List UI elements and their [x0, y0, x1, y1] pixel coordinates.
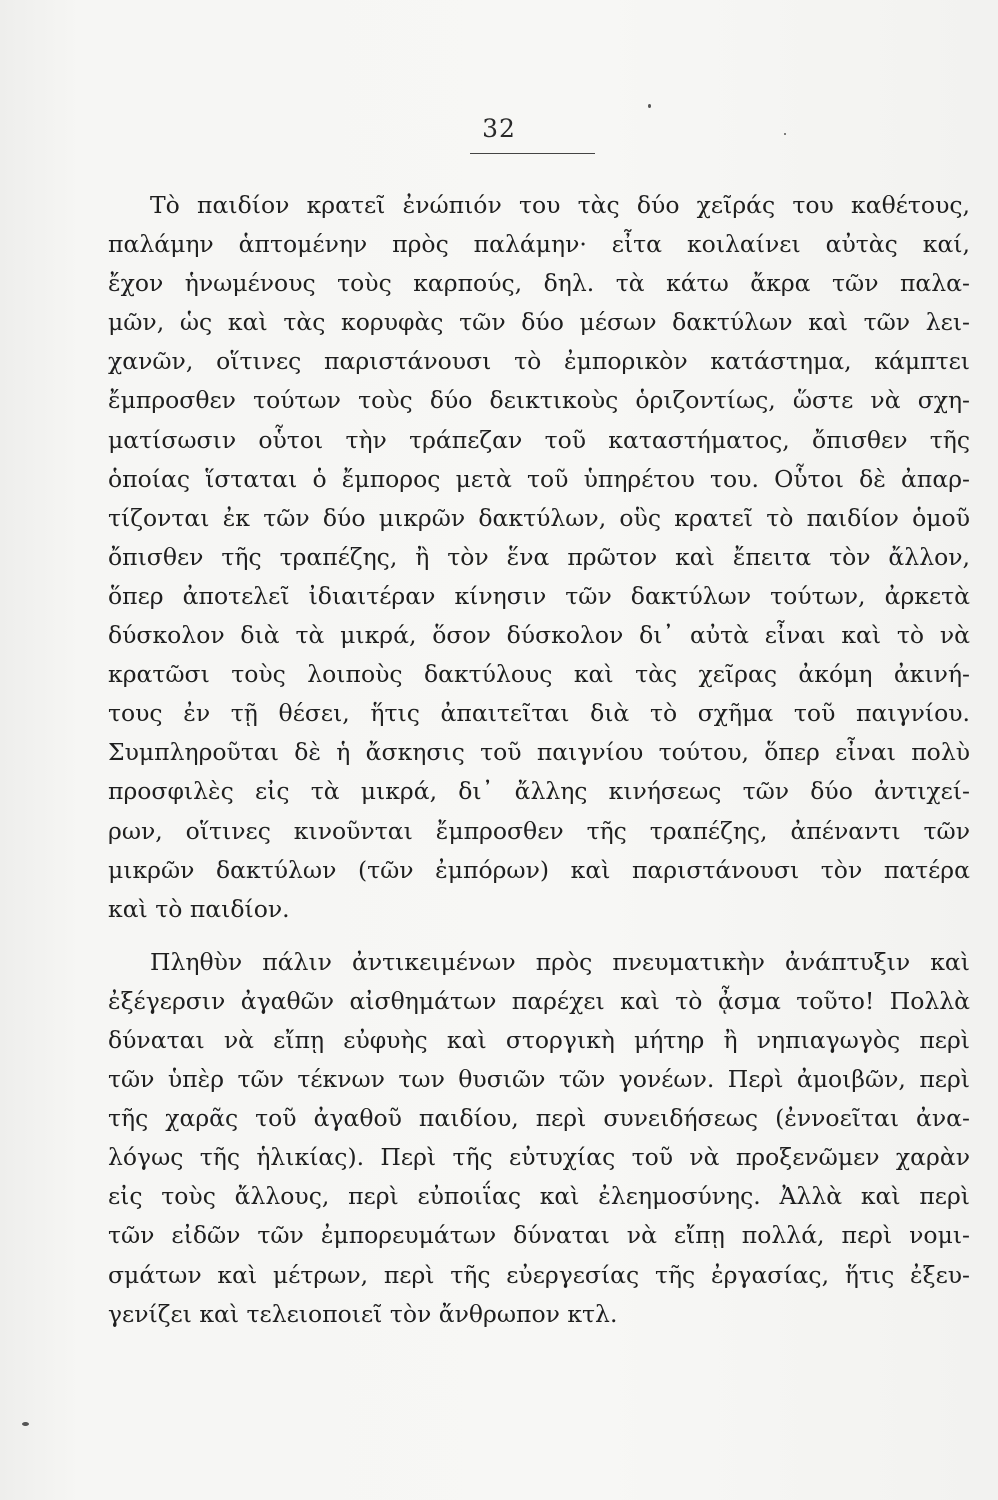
- text-line: ἔχον ἡνωμένους τοὺς καρπούς, δηλ. τὰ κάτω ἄκρα τῶν παλα-: [108, 269, 970, 298]
- text-line: τῆς χαρᾶς τοῦ ἀγαθοῦ παιδίου, περὶ συνειδήσεως (ἐννοεῖται ἀνα-: [108, 1104, 970, 1133]
- text-line: ὁποίας ἵσταται ὁ ἔμπορος μετὰ τοῦ ὑπηρέτου του. Οὗτοι δὲ ἀπαρ-: [108, 464, 970, 493]
- text-line: κρατῶσι τοὺς λοιποὺς δακτύλους καὶ τὰς χεῖρας ἀκόμη ἀκινή-: [108, 660, 970, 689]
- text-line: μῶν, ὡς καὶ τὰς κορυφὰς τῶν δύο μέσων δακτύλων καὶ τῶν λει-: [108, 308, 970, 337]
- text-line: εἰς τοὺς ἄλλους, περὶ εὐποιΐας καὶ ἐλεημοσύνης. Ἀλλὰ καὶ περὶ: [108, 1182, 970, 1211]
- text-line: τους ἐν τῇ θέσει, ἥτις ἀπαιτεῖται διὰ τὸ σχῆμα τοῦ παιγνίου.: [108, 699, 970, 728]
- text-line: τῶν εἰδῶν τῶν ἐμπορευμάτων δύναται νὰ εἴπῃ πολλά, περὶ νομι-: [108, 1221, 970, 1250]
- text-line: προσφιλὲς εἰς τὰ μικρά, δι᾽ ἄλλης κινήσεως τῶν δύο ἀντιχεί-: [108, 777, 970, 806]
- text-line: Συμπληροῦται δὲ ἡ ἄσκησις τοῦ παιγνίου τούτου, ὅπερ εἶναι πολὺ: [108, 738, 970, 767]
- body-text: [108, 186, 970, 1334]
- scan-speck: [22, 1422, 29, 1426]
- text-line: ἐξέγερσιν ἀγαθῶν αἰσθημάτων παρέχει καὶ τὸ ᾆσμα τοῦτο! Πολλὰ: [108, 986, 970, 1015]
- text-line: δύναται νὰ εἴπῃ εὐφυὴς καὶ στοργικὴ μήτηρ ἢ νηπιαγωγὸς περὶ: [108, 1025, 970, 1054]
- header-rule: [470, 153, 595, 154]
- text-line: ρων, οἵτινες κινοῦνται ἔμπροσθεν τῆς τραπέζης, ἀπέναντι τῶν: [108, 816, 970, 845]
- text-line: σμάτων καὶ μέτρων, περὶ τῆς εὐεργεσίας τῆς ἐργασίας, ἥτις ἐξευ-: [108, 1260, 970, 1289]
- text-line: μικρῶν δακτύλων (τῶν ἐμπόρων) καὶ παριστάνουσι τὸν πατέρα: [108, 855, 970, 884]
- text-line: ὄπισθεν τῆς τραπέζης, ἢ τὸν ἕνα πρῶτον καὶ ἔπειτα τὸν ἄλλον,: [108, 542, 970, 571]
- text-line: τῶν ὑπὲρ τῶν τέκνων των θυσιῶν τῶν γονέων. Περὶ ἀμοιβῶν, περὶ: [108, 1065, 970, 1094]
- scan-speck: [648, 104, 651, 108]
- text-line: τίζονται ἐκ τῶν δύο μικρῶν δακτύλων, οὓς κρατεῖ τὸ παιδίον ὁμοῦ: [108, 503, 970, 532]
- text-line: δύσκολον διὰ τὰ μικρά, ὅσον δύσκολον δι᾽ αὐτὰ εἶναι καὶ τὸ νὰ: [108, 621, 970, 650]
- page-number: 32: [482, 114, 516, 143]
- text-line: ματίσωσιν οὗτοι τὴν τράπεζαν τοῦ καταστήματος, ὄπισθεν τῆς: [108, 425, 970, 454]
- text-line: παλάμην ἁπτομένην πρὸς παλάμην· εἶτα κοιλαίνει αὐτὰς καί,: [108, 230, 970, 259]
- text-line: λόγως τῆς ἡλικίας). Περὶ τῆς εὐτυχίας τοῦ νὰ προξενῶμεν χαρὰν: [108, 1143, 970, 1172]
- text-line: ὅπερ ἀποτελεῖ ἰδιαιτέραν κίνησιν τῶν δακτύλων τούτων, ἀρκετὰ: [108, 581, 970, 610]
- text-line: Πληθὺν πάλιν ἀντικειμένων πρὸς πνευματικὴν ἀνάπτυξιν καὶ: [150, 947, 970, 976]
- text-line: χανῶν, οἵτινες παριστάνουσι τὸ ἐμπορικὸν κατάστημα, κάμπτει: [108, 347, 970, 376]
- text-line: ἔμπροσθεν τούτων τοὺς δύο δεικτικοὺς ὁριζοντίως, ὥστε νὰ σχη-: [108, 386, 970, 415]
- paragraph-1: [108, 186, 970, 929]
- scan-speck: [784, 133, 786, 135]
- paragraph-2: [108, 943, 970, 1334]
- text-line: γενίζει καὶ τελειοποιεῖ τὸν ἄνθρωπον κτλ.: [108, 1299, 618, 1328]
- text-line: Τὸ παιδίον κρατεῖ ἐνώπιόν του τὰς δύο χεῖράς του καθέτους,: [150, 191, 970, 219]
- text-line: καὶ τὸ παιδίον.: [108, 894, 290, 923]
